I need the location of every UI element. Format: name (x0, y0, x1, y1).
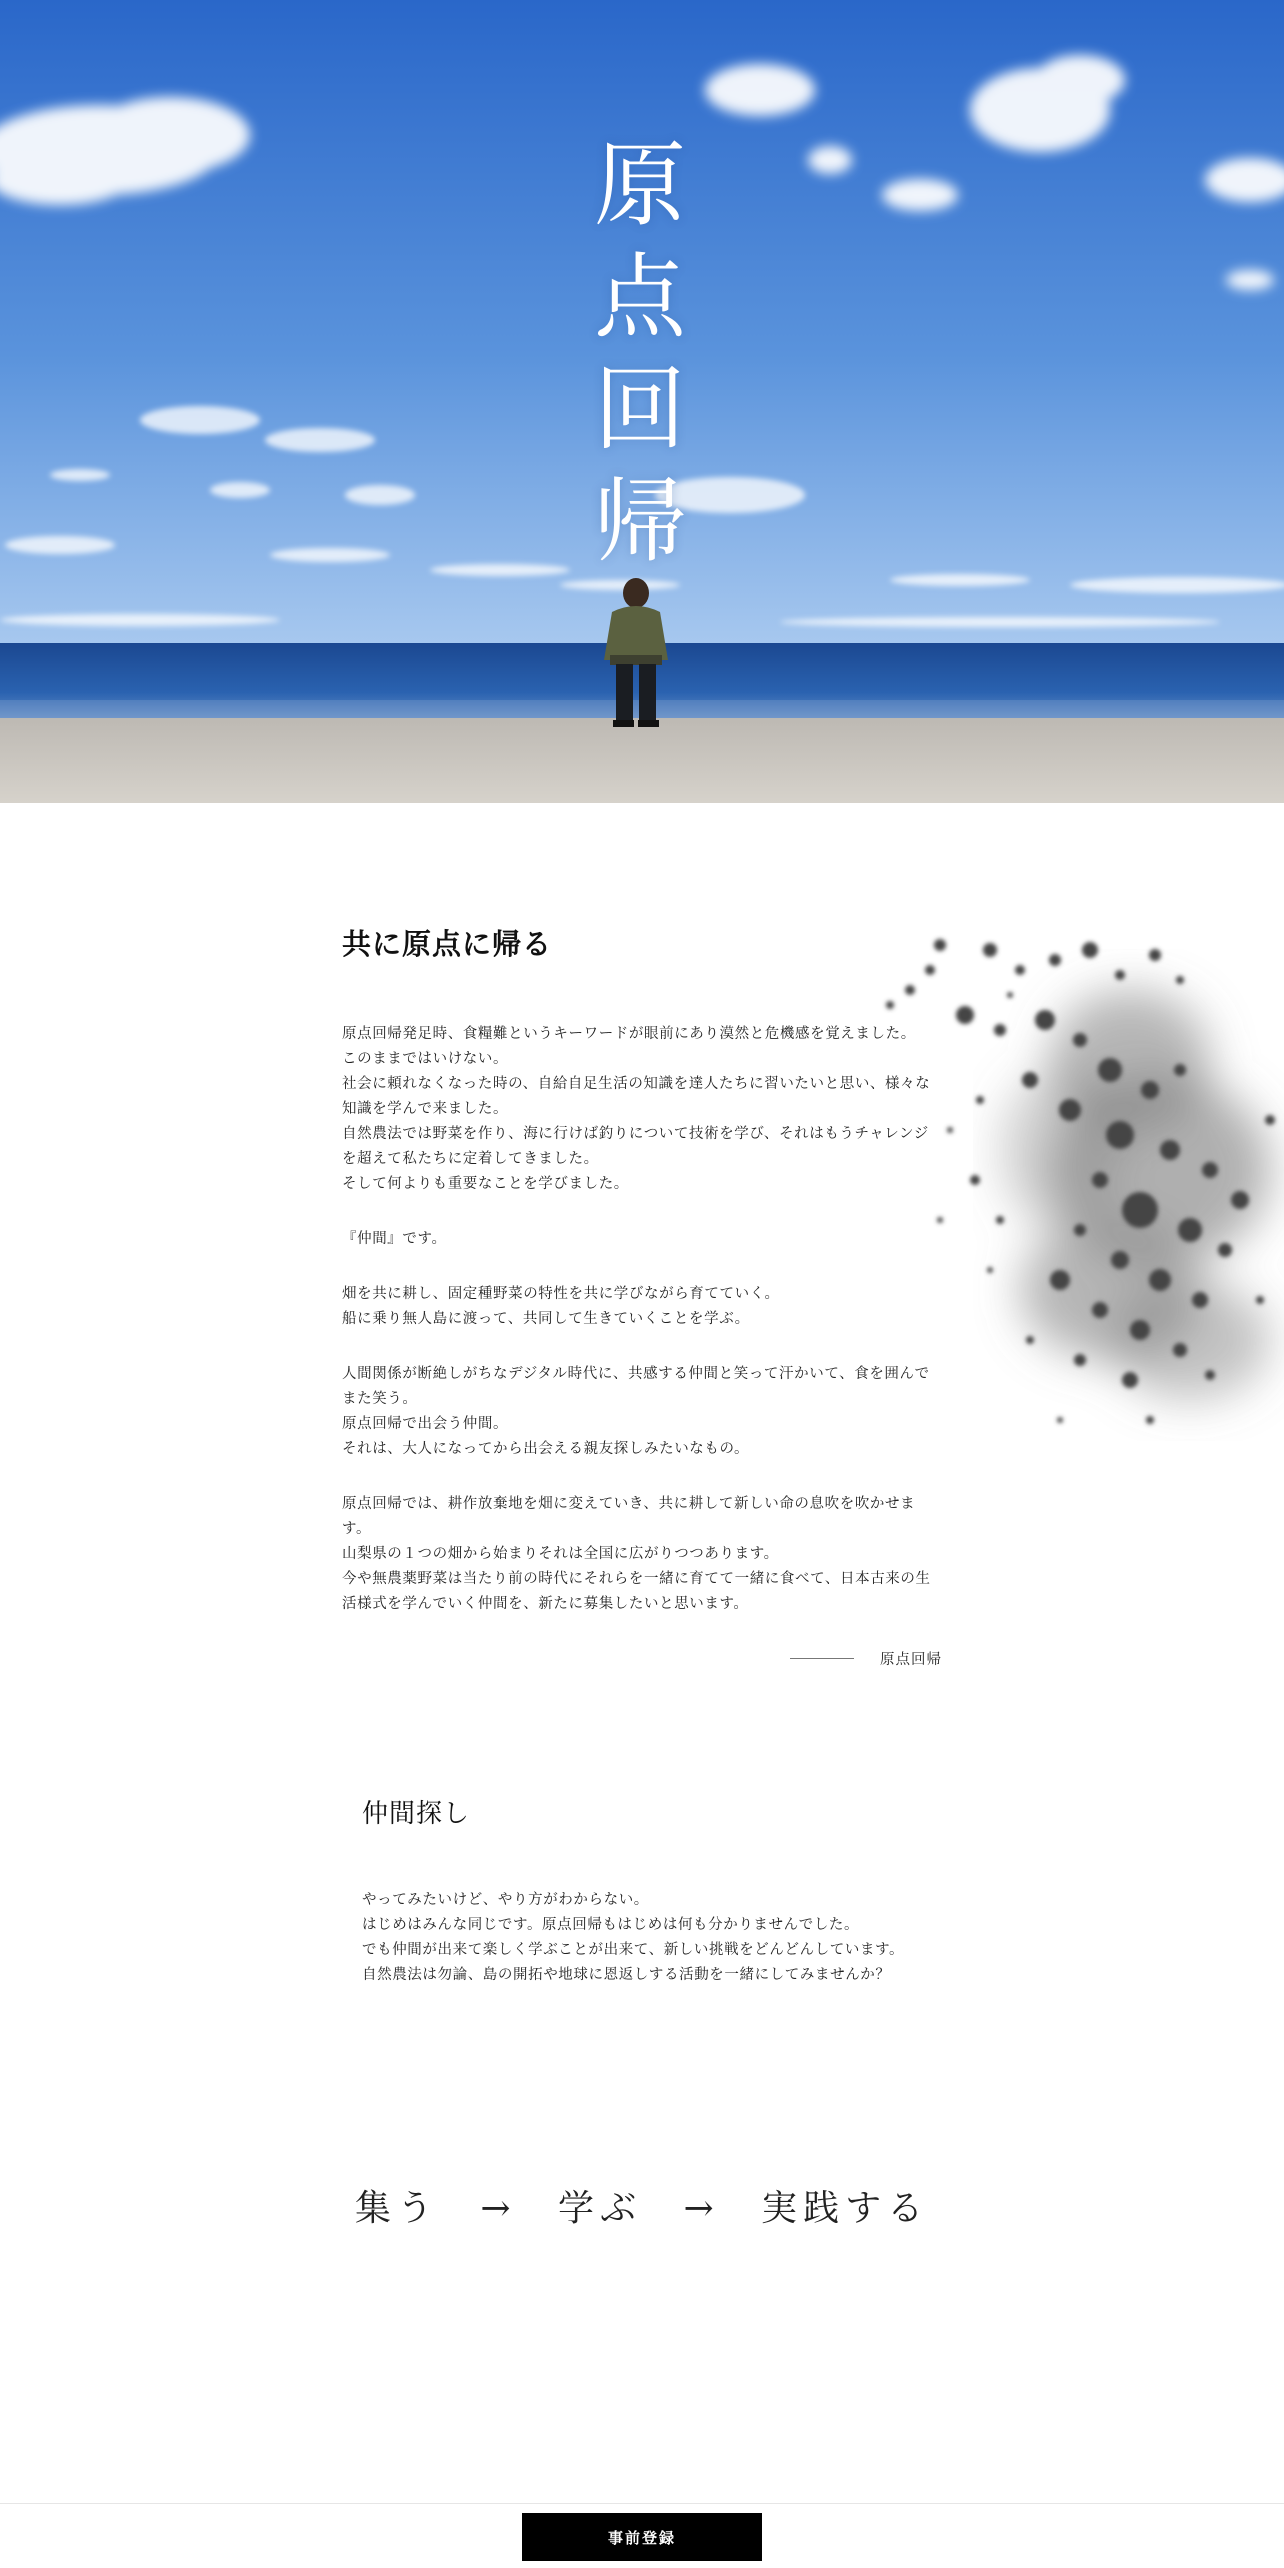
pre-register-button[interactable]: 事前登録 (522, 2513, 762, 2561)
nakama-heading: 仲間探し (362, 1799, 471, 1829)
intro-paragraph: 人間関係が断絶しがちなデジタル時代に、共感する仲間と笑って汗かいて、食を囲んでまた笑う。 原点回帰で出会う仲間。 それは、大人になってから出会える親友探しみたいなもの。 (342, 1366, 930, 1457)
intro-paragraph: 『仲間』です。 (342, 1231, 447, 1247)
intro-heading: 共に原点に帰る (342, 927, 553, 961)
hero-title-char: 回 (593, 355, 686, 463)
intro-body (342, 1022, 942, 1647)
footer-bar (0, 2503, 1284, 2568)
hero-section (0, 0, 1284, 803)
signature-line (790, 1658, 854, 1659)
flow-step-gather: 集う (354, 2188, 439, 2229)
flow-arrow-icon: → (480, 2188, 517, 2229)
nakama-body: やってみたいけど、やり方がわからない。 はじめはみんな同じです。原点回帰もはじめは何も分かりませんでした。 でも仲間が出来て楽しく学ぶことが出来て、新しい挑戦をどんどんしています。 自然農法は勿論、島の開拓や地球に恩返しする活動を一緒にしてみませんか？ (362, 1892, 905, 1983)
flow-steps (0, 2180, 1284, 2231)
hero-title-char: 原 (593, 131, 686, 239)
intro-paragraph: 畑を共に耕し、固定種野菜の特性を共に学びながら育てていく。 船に乗り無人島に渡って、共同して生きていくことを学ぶ。 (342, 1286, 780, 1327)
hero-title-char: 点 (593, 243, 686, 351)
flow-step-practice: 実践する (761, 2188, 930, 2229)
intro-paragraph: 原点回帰発足時、食糧難というキーワードが眼前にあり漠然と危機感を覚えました。 このままではいけない。 社会に頼れなくなった時の、自給自足生活の知識を達人たちに習いたいと思い、様々な知識を学んで来ました。 自然農法では野菜を作り、海に行けば釣りについて技術を学び、それはもうチャレンジを超えて私たちに定着してきました。 そして何よりも重要なことを学びました。 (342, 1026, 931, 1192)
hero-title-char: 帰 (593, 467, 686, 575)
flow-arrow-icon: → (683, 2188, 720, 2229)
signature-name: 原点回帰 (880, 1652, 942, 1668)
flow-step-learn: 学ぶ (557, 2188, 642, 2229)
hero-title (590, 130, 690, 578)
signature (790, 1648, 942, 1668)
intro-paragraph: 原点回帰では、耕作放棄地を畑に変えていき、共に耕して新しい命の息吹を吹かせます。 山梨県の１つの畑から始まりそれは全国に広がりつつあります。 今や無農薬野菜は当たり前の時代にそれらを一緒に育てて一緒に食べて、日本古来の生活様式を学んでいく仲間を、新たに募集したいと思います。 (342, 1496, 931, 1612)
